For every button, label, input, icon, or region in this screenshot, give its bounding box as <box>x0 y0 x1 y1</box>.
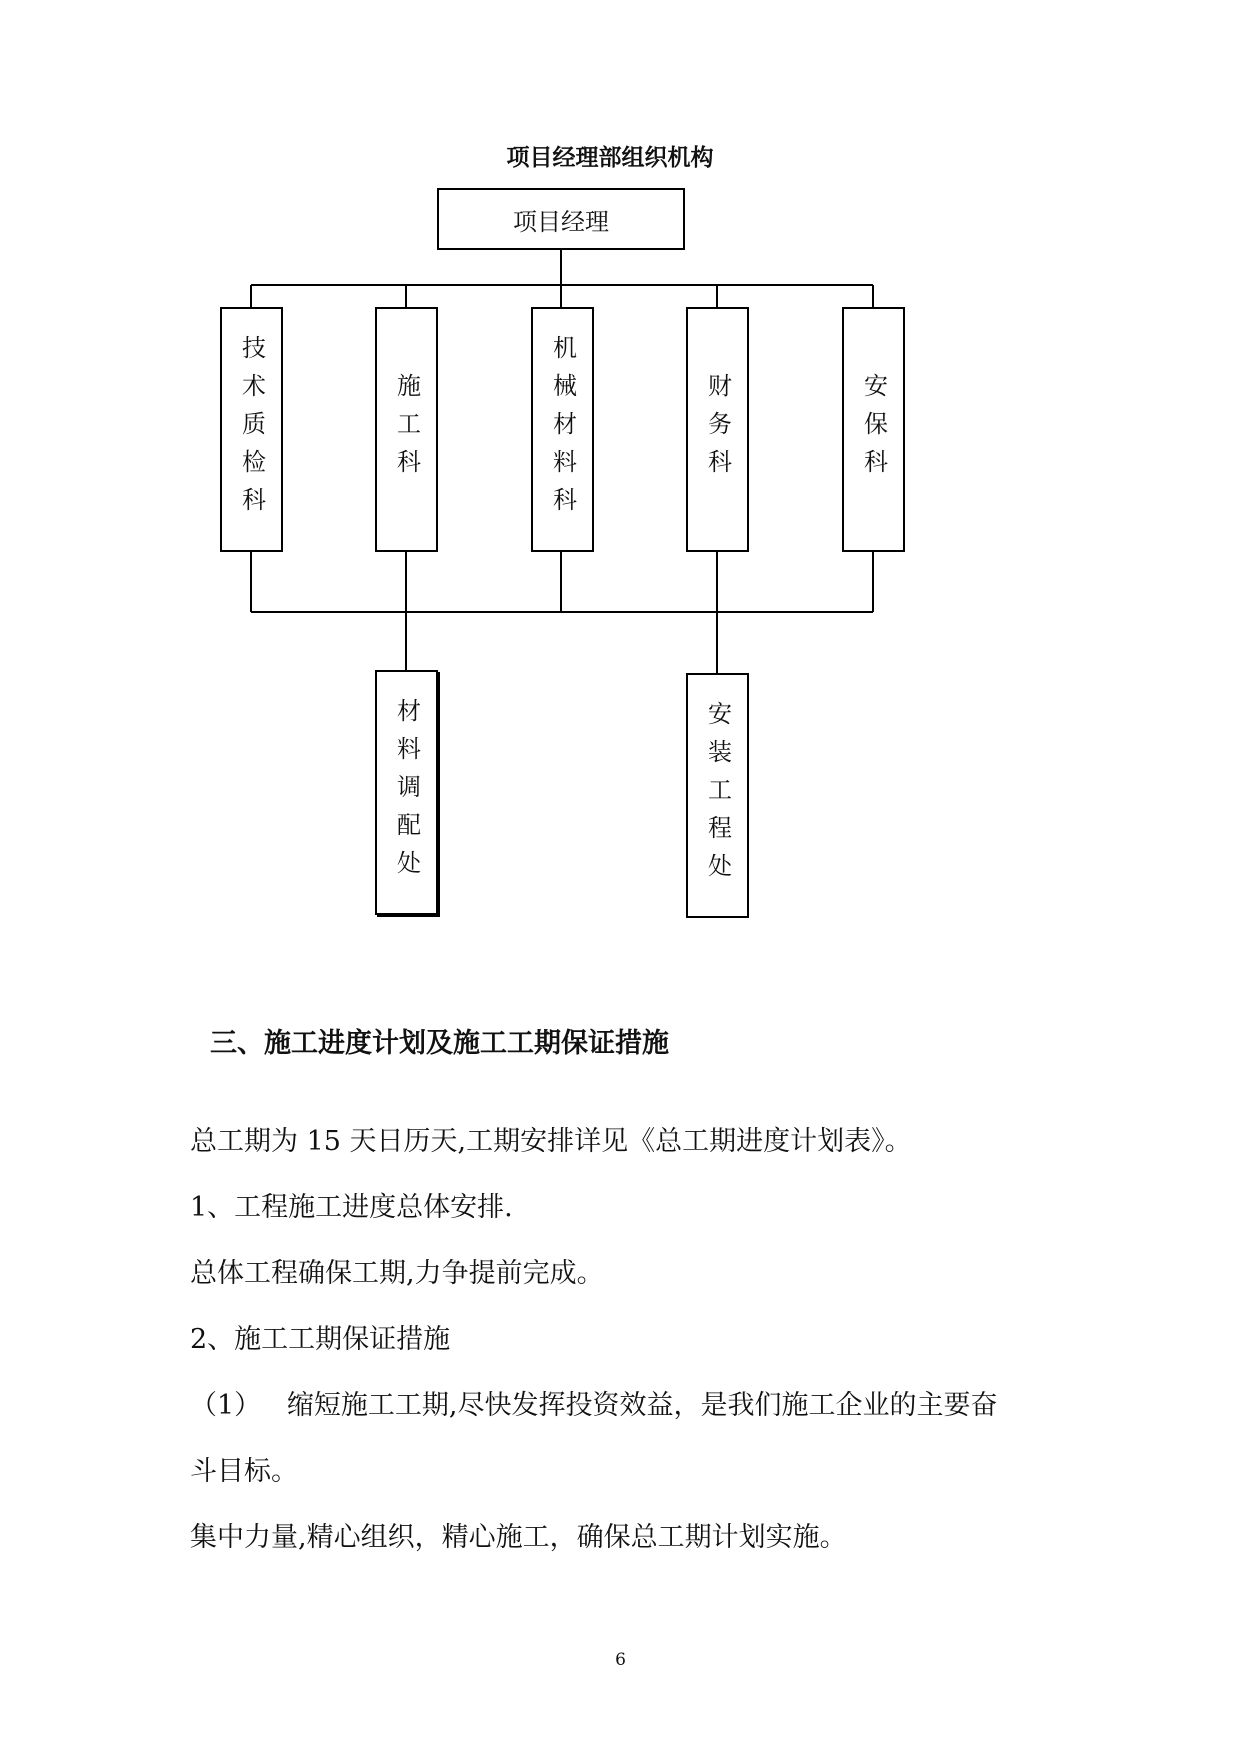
chart-title: 项目经理部组织机构 <box>506 145 714 171</box>
sub-unit-box-installation: 安装工程处 <box>686 673 749 918</box>
project-manager-box: 项目经理 <box>437 188 685 250</box>
paragraph: 2、施工工期保证措施 <box>190 1324 451 1355</box>
paragraph: （1） 缩短施工工期,尽快发挥投资效益，是我们施工企业的主要奋 <box>190 1390 998 1421</box>
department-box-finance: 财务科 <box>686 307 749 552</box>
department-box-safety: 安保科 <box>842 307 905 552</box>
paragraph: 总体工程确保工期,力争提前完成。 <box>190 1258 604 1289</box>
section-heading: 三、施工进度计划及施工工期保证措施 <box>210 1028 669 1059</box>
department-box-tech-quality: 技术质检科 <box>220 307 283 552</box>
department-box-construction: 施工科 <box>375 307 438 552</box>
paragraph: 总工期为 15 天日历天,工期安排详见《总工期进度计划表》。 <box>190 1126 912 1157</box>
department-box-machinery-materials: 机械材料科 <box>531 307 594 552</box>
paragraph: 1、工程施工进度总体安排. <box>190 1192 513 1223</box>
sub-unit-box-material-allocation: 材料调配处 <box>375 670 438 915</box>
paragraph: 斗目标。 <box>190 1456 298 1487</box>
page-number: 6 <box>615 1650 626 1670</box>
paragraph: 集中力量,精心组织，精心施工，确保总工期计划实施。 <box>190 1522 847 1553</box>
